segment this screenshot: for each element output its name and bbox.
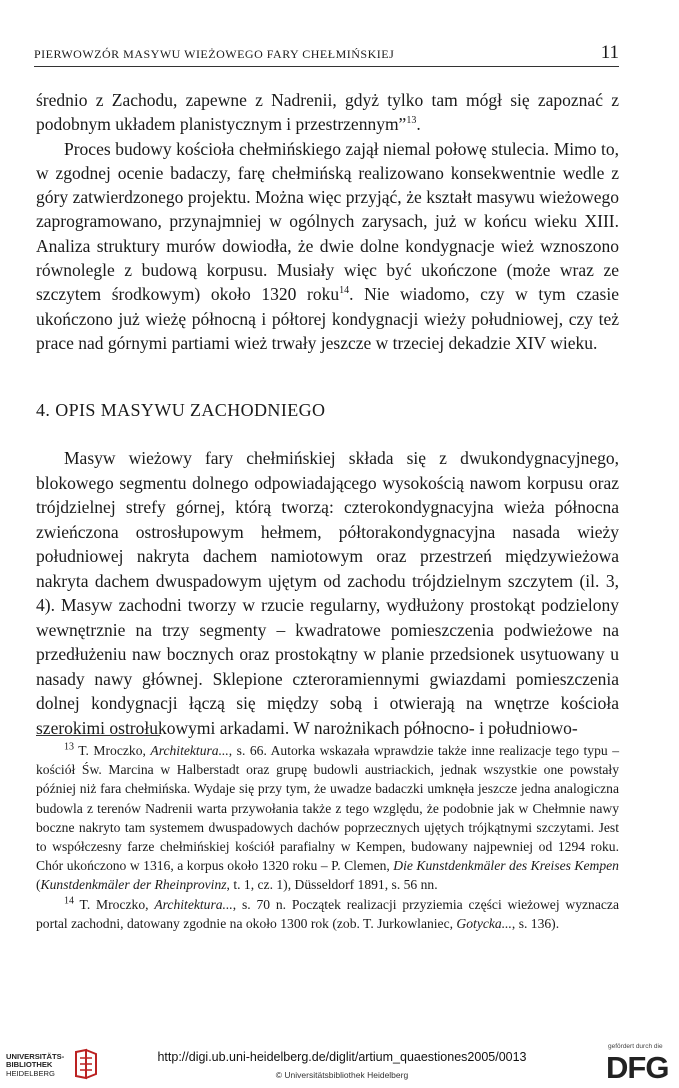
footnote-ref[interactable]: 14: [339, 285, 350, 297]
footnote-title: Architektura...: [150, 743, 229, 758]
footnote-14: [36, 895, 619, 933]
paragraph-text: .: [416, 114, 421, 135]
paragraph: [36, 88, 619, 137]
library-logo-text: [6, 1053, 64, 1078]
copyright-notice: © Universitätsbibliothek Heidelberg: [275, 1070, 409, 1080]
footnotes: [36, 741, 619, 933]
footnote-text: , s. 66. Autorka wskazała wprawdzie także inne realizacje tego typu – kościół Św. Marcina w Halberstadt oraz grupę budowli austriackich, jednak wszystkie one powstały później niż fara chełmińska. Wydaje się przy tym, że uwadze badaczki umknęła jeszcze jedna analogiczna budowla z terenów Nadrenii warta przywołania także z tego względu, że podobnie jak w Chełmnie nawy boczne nakryto tam systemem dwuspadowych dachów poprzecznych ujętych trójkątnymi szczytami. Jest to współczesny farze chełmińskiej kościół parafialny w Kempen, budowany najpewniej od 1294 roku. Chór ukończono w 1316, a korpus około 1320 roku – P. Clemen,: [36, 743, 619, 874]
permalink-url[interactable]: http://digi.ub.uni-heidelberg.de/diglit/artium_quaestiones2005/0013: [157, 1050, 527, 1064]
footnote-13: [36, 741, 619, 895]
library-name-line: UNIVERSITÄTS-: [6, 1052, 65, 1061]
paragraph-text: średnio z Zachodu, zapewne z Nadrenii, gdyż tylko tam mógł się zapoznać z podobnym układem planistycznym i przestrzennym”: [36, 90, 619, 135]
section-text: [36, 446, 619, 740]
page-number: 11: [600, 42, 619, 63]
page-footer: [0, 1040, 679, 1088]
running-title: PIERWOWZÓR MASYWU WIEŻOWEGO FARY CHEŁMIŃSKIEJ: [34, 47, 395, 61]
intro-text: [36, 88, 619, 355]
footnote-number: 13: [64, 741, 74, 753]
footnote-text: (: [36, 877, 41, 893]
footnote-title: Kunstdenkmäler der Rheinprovinz: [40, 877, 227, 893]
footnote-ref[interactable]: 13: [406, 115, 417, 127]
footnote-text: , s. 70 n. Początek realizacji przyziemia części wieżowej wyznacza portal zachodni, datowany zgodnie na około 1300 rok (zob. T. Jurkowlaniec,: [36, 896, 619, 931]
footnote-text: T. Mroczko,: [74, 896, 155, 912]
library-logo-icon: [72, 1048, 100, 1080]
library-name-line: HEIDELBERG: [6, 1068, 55, 1078]
section-heading: 4. OPIS MASYWU ZACHODNIEGO: [36, 400, 326, 420]
footnote-title: Architektura...: [154, 896, 233, 912]
footnote-text: , s. 136).: [511, 915, 560, 931]
paragraph-text: . Nie wiadomo, czy w tym czasie ukończono już wieżę północną i półtorej kondygnacji wieży południowej, czy też prace nad górnymi partiami wież trwały jeszcze w trzeciej dekadzie XIV wieku.: [36, 284, 619, 353]
paragraph: [36, 137, 619, 356]
dfg-logo: DFG: [606, 1050, 669, 1085]
funding-note: gefördert durch die: [608, 1043, 663, 1050]
footnote-number: 14: [64, 895, 74, 907]
footnote-divider: [36, 735, 160, 736]
footnote-text: T. Mroczko,: [74, 743, 151, 758]
footnote-title: Gotycka...: [456, 915, 512, 931]
footnote-text: , t. 1, cz. 1), Düsseldorf 1891, s. 56 nn.: [226, 877, 438, 893]
paragraph: Masyw wieżowy fary chełmińskiej składa się z dwukondygnacyjnego, blokowego segmentu dolnego odpowiadającego wysokością nawom korpusu oraz trójdzielnej strefy górnej, którą tworzą: czterokondygnacyjna wieża północna zwieńczona ostrosłupowym hełmem, półtorakondygnacyjna nasada wieży południowej nakryta dachem namiotowym oraz przestrzeń międzywieżowa nakryta dachem dwuspadowym ujętym od zachodu trójdzielnym szczytem (il. 3, 4). Masyw zachodni tworzy w rzucie regularny, wydłużony prostokąt podzielony wewnętrznie na trzy segmenty – kwadratowe pomieszczenia podwieżowe na przedłużeniu naw bocznych oraz prostokątny w planie przedsionek usytuowany u nasady nawy głównej. Sklepione czteroramiennymi gwiazdami pomieszczenia dolnej kondygnacji łączą się między sobą i otwierają na wnętrze kościoła szerokimi ostrołukowymi arkadami. W narożnikach północno- i południowo-: [36, 448, 619, 738]
footnote-title: Die Kunstdenkmäler des Kreises Kempen: [393, 858, 619, 874]
paragraph-text: Proces budowy kościoła chełmińskiego zajął niemal połowę stulecia. Mimo to, w zgodnej ocenie badaczy, farę chełmińską realizowano konsekwentnie wedle z góry zatwierdzonego projektu. Można więc przyjąć, że kształt masywu wieżowego zaprogramowano, przynajmniej w ogólnych zarysach, już w końcu wieku XIII. Analiza struktury murów dowiodła, że dwie dolne kondygnacje wież wznoszono równolegle z budową korpusu. Musiały więc być ukończone (może wraz ze szczytem środkowym) około 1320 roku: [36, 138, 619, 305]
running-header: [34, 40, 619, 67]
library-name-line: BIBLIOTHEK: [6, 1060, 53, 1070]
